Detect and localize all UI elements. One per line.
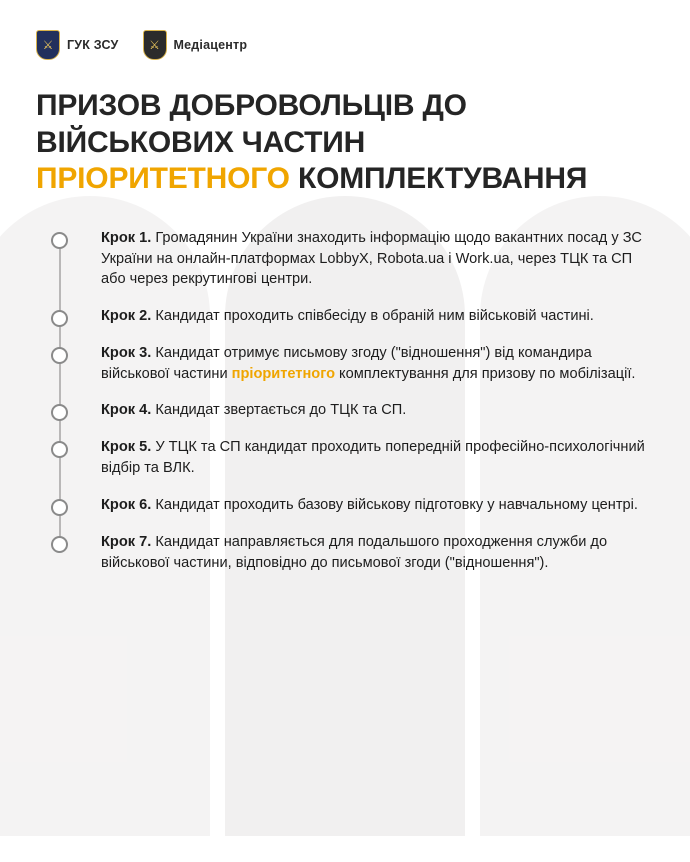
logo-gur-label: ГУК ЗСУ bbox=[67, 38, 119, 52]
logo-mediacenter bbox=[143, 30, 248, 60]
step-text bbox=[101, 228, 646, 290]
step-text bbox=[101, 343, 646, 384]
step-bullet-icon bbox=[51, 310, 68, 327]
title-line-2: ВІЙСЬКОВИХ ЧАСТИН bbox=[36, 125, 366, 159]
step-text-segment: У ТЦК та СП кандидат проходить попередній професійно-психологічний відбір та ВЛК. bbox=[101, 439, 645, 477]
step-label: Крок 3. bbox=[101, 344, 152, 361]
logo-bar bbox=[0, 0, 690, 60]
logo-mediacenter-label: Медіацентр bbox=[173, 38, 248, 52]
step-bullet-icon bbox=[51, 441, 68, 458]
trident-glyph: ⚔ bbox=[149, 38, 160, 52]
step-text bbox=[101, 437, 646, 478]
step-item bbox=[36, 228, 660, 290]
step-bullet-icon bbox=[51, 347, 68, 364]
step-text bbox=[101, 306, 594, 327]
step-bullet-icon bbox=[51, 536, 68, 553]
step-item bbox=[36, 306, 660, 327]
step-text-segment: комплектування для призову по мобілізації. bbox=[335, 365, 636, 382]
step-text bbox=[101, 495, 638, 516]
step-label: Крок 2. bbox=[101, 307, 152, 324]
step-text-segment: Кандидат звертається до ТЦК та СП. bbox=[151, 402, 407, 419]
step-bullet-icon bbox=[51, 404, 68, 421]
step-label: Крок 6. bbox=[101, 496, 152, 513]
step-text-accent: пріоритетного bbox=[231, 365, 335, 382]
step-item bbox=[36, 437, 660, 478]
step-text bbox=[101, 532, 646, 573]
title-highlight: ПРІОРИТЕТНОГО bbox=[36, 162, 290, 196]
mediacenter-crest-icon bbox=[143, 30, 167, 60]
page-title bbox=[0, 60, 690, 198]
step-text-segment: Громадянин України знаходить інформацію щодо вакантних посад у ЗС України на онлайн-платформах LobbyX, Robota.ua і Work.ua, через ТЦК та СП або через рекрутингові центри. bbox=[101, 229, 642, 288]
step-item bbox=[36, 495, 660, 516]
step-bullet-icon bbox=[51, 499, 68, 516]
step-label: Крок 5. bbox=[101, 439, 152, 456]
step-text-segment: Кандидат проходить співбесіду в обраній ним військовій частині. bbox=[151, 307, 594, 324]
gur-crest-icon bbox=[36, 30, 60, 60]
step-bullet-icon bbox=[51, 232, 68, 249]
trident-glyph: ⚔ bbox=[42, 38, 54, 52]
step-item bbox=[36, 532, 660, 573]
title-line-1: ПРИЗОВ ДОБРОВОЛЬЦІВ ДО bbox=[36, 89, 467, 122]
step-text-segment: Кандидат проходить базову військову підготовку у навчальному центрі. bbox=[151, 496, 638, 513]
step-label: Крок 4. bbox=[101, 402, 152, 419]
step-label: Крок 1. bbox=[101, 229, 152, 246]
step-item bbox=[36, 343, 660, 384]
step-item bbox=[36, 400, 660, 421]
step-text-segment: Кандидат направляється для подальшого проходження служби до військової частини, відповідно до письмової згоди ("відношення"). bbox=[101, 533, 608, 571]
step-label: Крок 7. bbox=[101, 533, 152, 550]
step-text bbox=[101, 400, 406, 421]
logo-gur bbox=[36, 30, 119, 60]
title-line-3-rest: КОМПЛЕКТУВАННЯ bbox=[289, 162, 588, 196]
steps-list bbox=[0, 228, 690, 573]
step-text-segment: Кандидат отримує письмову згоду ("відношення") від командира військової частини bbox=[101, 344, 592, 382]
title-line-3 bbox=[36, 161, 662, 198]
